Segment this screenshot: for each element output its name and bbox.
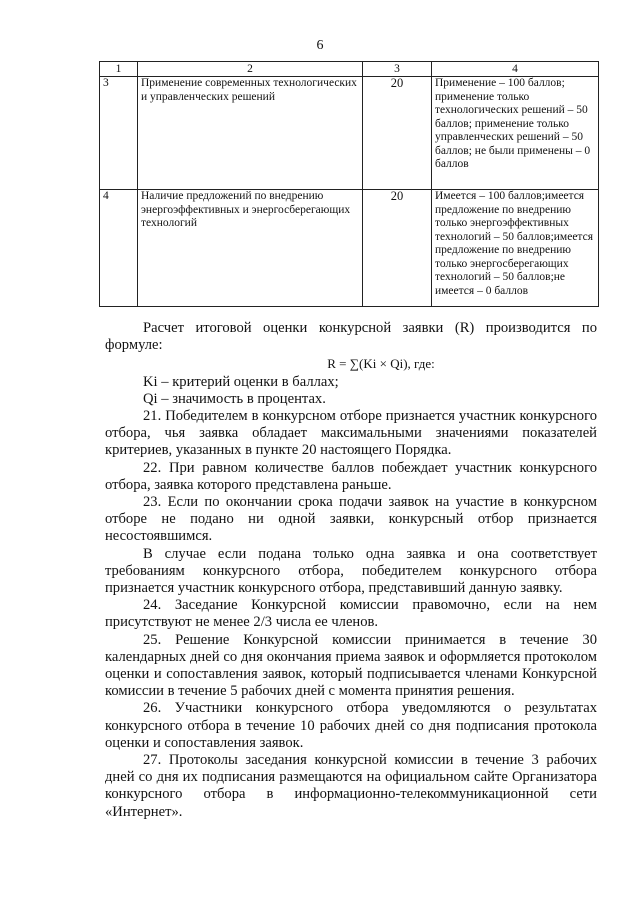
paragraph-27: 27. Протоколы заседания конкурсной комиссии в течение 3 рабочих дней со дня их подписания размещаются на официальном сайте Организатора конкурсного отбора в информационно-телекоммуникационной сети «Интернет». (105, 752, 597, 820)
definition-k: Ki – критерий оценки в баллах; (143, 373, 339, 390)
header-cell: 2 (138, 62, 363, 77)
definition-q: Qi – значимость в процентах. (143, 390, 326, 407)
criteria-table (99, 61, 599, 307)
header-cell: 3 (363, 62, 432, 77)
document-body (105, 320, 597, 821)
paragraph-25: 25. Решение Конкурсной комиссии принимается в течение 30 календарных дней со дня окончания приема заявок и оформляется протоколом оценки и сопоставления заявок, который подписывается членами Конкурсной комиссии в течение 5 рабочих дней с момента принятия решения. (105, 631, 597, 700)
paragraph-intro: Расчет итоговой оценки конкурсной заявки (R) производится по формуле: (105, 320, 597, 354)
paragraph-23-continued: В случае если подана только одна заявка и она соответствует требованиям конкурсного отбора, победителем конкурсного отбора признается участник конкурсного отбора, представивший данную заявку. (105, 545, 597, 597)
criterion-name: Применение современных технологических и управленческих решений (138, 77, 363, 190)
table-header-row (100, 62, 599, 77)
criterion-scoring: Имеется – 100 баллов;имеется предложение по внедрению только энергоэффективных технологий – 50 баллов;имеется предложение по внедрению только энергосберегающих технологий – 50 баллов;не имеется – 0 баллов (432, 190, 599, 307)
criterion-scoring: Применение – 100 баллов; применение только технологических решений – 50 баллов; применение только управленческих решений – 50 баллов; не были применены – 0 баллов (432, 77, 599, 190)
table-row (100, 190, 599, 307)
row-number: 4 (100, 190, 138, 307)
paragraph-21: 21. Победителем в конкурсном отборе признается участник конкурсного отбора, чья заявка обладает максимальными значениями показателей критериев, указанных в пункте 20 настоящего Порядка. (105, 408, 597, 459)
criterion-weight: 20 (363, 77, 432, 190)
criterion-name: Наличие предложений по внедрению энергоэффективных и энергосберегающих технологий (138, 190, 363, 307)
formula: R = ∑(Ki × Qi), где: (327, 356, 435, 372)
paragraph-24: 24. Заседание Конкурсной комиссии правомочно, если на нем присутствуют не менее 2/3 числа ее членов. (105, 597, 597, 631)
header-cell: 1 (100, 62, 138, 77)
row-number: 3 (100, 77, 138, 190)
paragraph-26: 26. Участники конкурсного отбора уведомляются о результатах конкурсного отбора в течение 10 рабочих дней со дня подписания протокола оценки и сопоставления заявок. (105, 700, 597, 751)
paragraph-23: 23. Если по окончании срока подачи заявок на участие в конкурсном отборе не подано ни одной заявки, конкурсный отбор признается несостоявшимся. (105, 494, 597, 545)
table-row (100, 77, 599, 190)
header-cell: 4 (432, 62, 599, 77)
paragraph-22: 22. При равном количестве баллов побеждает участник конкурсного отбора, заявка которого представлена раньше. (105, 459, 597, 493)
page-number: 6 (316, 38, 324, 53)
criterion-weight: 20 (363, 190, 432, 307)
